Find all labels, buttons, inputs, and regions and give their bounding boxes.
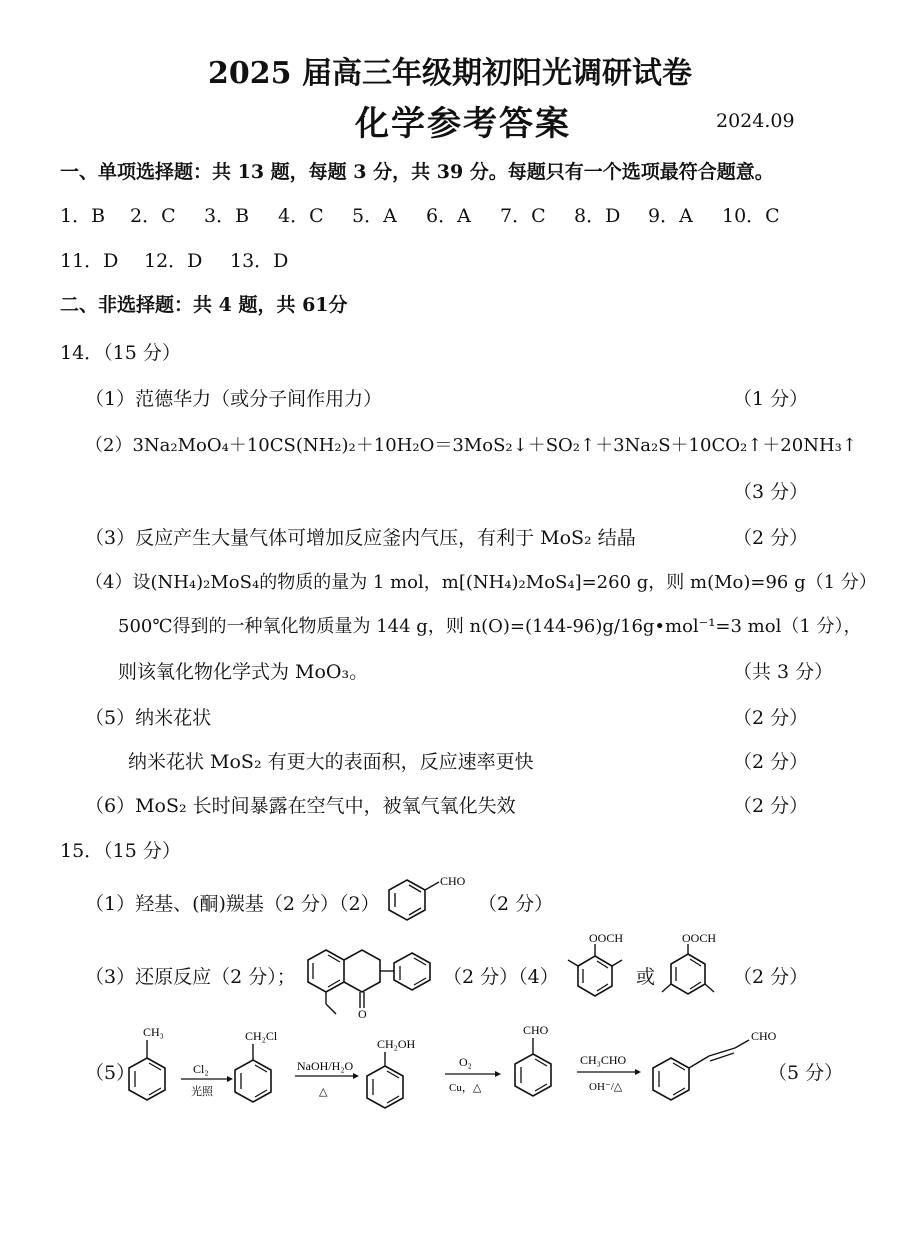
answer-item: 3．B	[204, 205, 250, 227]
benzyl-alcohol-structure	[367, 1037, 416, 1108]
exam-date: 2024.09	[716, 110, 795, 132]
q15-part5-score: （5 分）	[768, 1062, 844, 1084]
svg-text:O: O	[358, 1007, 367, 1020]
answer-item: 7．C	[500, 205, 546, 227]
svg-text:Cl₂: Cl₂	[193, 1062, 209, 1076]
answer-item: 12．D	[144, 250, 203, 272]
q14-part2-score: （3 分）	[733, 481, 809, 503]
svg-text:CHO: CHO	[440, 874, 466, 888]
q14-part2-equation: （2）3Na₂MoO₄＋10CS(NH₂)₂＋10H₂O＝3MoS₂↓＋SO₂↑＋3Na₂S＋10CO₂↑＋20NH₃↑	[85, 435, 857, 456]
q15-part2-score: （2 分）	[478, 893, 554, 915]
toluene-structure	[129, 1025, 165, 1100]
answer-item: 13．D	[230, 250, 289, 272]
answer-title: 化学参考答案	[355, 104, 571, 144]
q14-part1: （1）范德华力（或分子间作用力）	[85, 388, 383, 410]
svg-text:CH₃CHO: CH₃CHO	[580, 1053, 627, 1067]
svg-text:Cu，△: Cu，△	[449, 1082, 482, 1094]
synthesis-route	[115, 1018, 835, 1128]
q15-part3-score: （2 分）（4）	[443, 966, 559, 988]
q14-part6-score: （2 分）	[733, 795, 809, 817]
q15-part4-score: （2 分）	[733, 966, 809, 988]
ester-structure-b	[660, 930, 730, 1010]
svg-text:CH₂Cl: CH₂Cl	[245, 1029, 278, 1043]
q14-part4-line3: 则该氧化物化学式为 MoO₃。	[118, 661, 369, 683]
q14-part1-score: （1 分）	[733, 388, 809, 410]
q14-part4-line2: 500℃得到的一种氧化物质量为 144 g，则 n(O)=(144-96)g/16g•mol⁻¹=3 mol（1 分），	[118, 616, 862, 637]
svg-text:CHO: CHO	[751, 1029, 777, 1043]
benzaldehyde-product-structure	[515, 1023, 551, 1096]
svg-text:CHO: CHO	[523, 1023, 549, 1037]
section1-heading: 一、单项选择题：共 13 题，每题 3 分，共 39 分。每题只有一个选项最符合题意。	[60, 161, 774, 183]
svg-text:NaOH/H₂O: NaOH/H₂O	[297, 1059, 354, 1073]
q14-part6: （6）MoS₂ 长时间暴露在空气中，被氧气氧化失效	[85, 795, 516, 817]
q14-part4-line1: （4）设(NH₄)₂MoS₄的物质的量为 1 mol，m[(NH₄)₂MoS₄]=260 g，则 m(Mo)=96 g（1 分）	[85, 572, 877, 593]
tetralone-structure	[296, 928, 446, 1020]
answer-item: 1．B	[60, 205, 106, 227]
answer-item: 4．C	[278, 205, 324, 227]
svg-text:OOCH: OOCH	[589, 931, 624, 945]
q15-label: 15．（15 分）	[60, 840, 181, 862]
q14-part5: （5）纳米花状	[85, 707, 212, 729]
q15-part1-2: （1）羟基、(酮)羰基（2 分）（2）	[85, 893, 380, 915]
q14-part5-score: （2 分）	[733, 707, 809, 729]
svg-text:OH⁻/△: OH⁻/△	[589, 1081, 623, 1093]
svg-text:CH₂OH: CH₂OH	[377, 1037, 416, 1051]
answer-item: 9．A	[648, 205, 693, 227]
ester-structure-a	[567, 930, 637, 1010]
answer-item: 6．A	[426, 205, 471, 227]
cinnamaldehyde-structure	[653, 1029, 777, 1100]
answer-item: 8．D	[574, 205, 621, 227]
benzaldehyde-structure	[385, 872, 475, 922]
q14-part3-score: （2 分）	[733, 527, 809, 549]
svg-text:光照: 光照	[191, 1086, 213, 1098]
section2-heading: 二、非选择题：共 4 题，共 61分	[60, 294, 348, 316]
q15-part3: （3）还原反应（2 分）；	[85, 966, 296, 988]
q15-part4-or: 或	[636, 966, 656, 988]
q14-part3: （3）反应产生大量气体可增加反应釜内气压，有利于 MoS₂ 结晶	[85, 527, 636, 549]
q14-part4-score: （共 3 分）	[733, 661, 834, 683]
benzyl-chloride-structure	[235, 1029, 278, 1102]
svg-text:△: △	[319, 1086, 328, 1098]
q14-label: 14．（15 分）	[60, 342, 181, 364]
answer-item: 2．C	[130, 205, 176, 227]
exam-title: 2025 届高三年级期初阳光调研试卷	[208, 56, 692, 91]
answer-item: 10．C	[722, 205, 780, 227]
q14-part5-reason-score: （2 分）	[733, 751, 809, 773]
svg-text:O₂: O₂	[459, 1055, 472, 1069]
svg-text:OOCH: OOCH	[682, 931, 717, 945]
q15-part5: （5）	[85, 1062, 136, 1084]
answer-item: 5．A	[352, 205, 397, 227]
q14-part5-reason: 纳米花状 MoS₂ 有更大的表面积，反应速率更快	[128, 751, 534, 773]
svg-text:CH₃: CH₃	[143, 1025, 164, 1039]
answer-item: 11．D	[60, 250, 119, 272]
